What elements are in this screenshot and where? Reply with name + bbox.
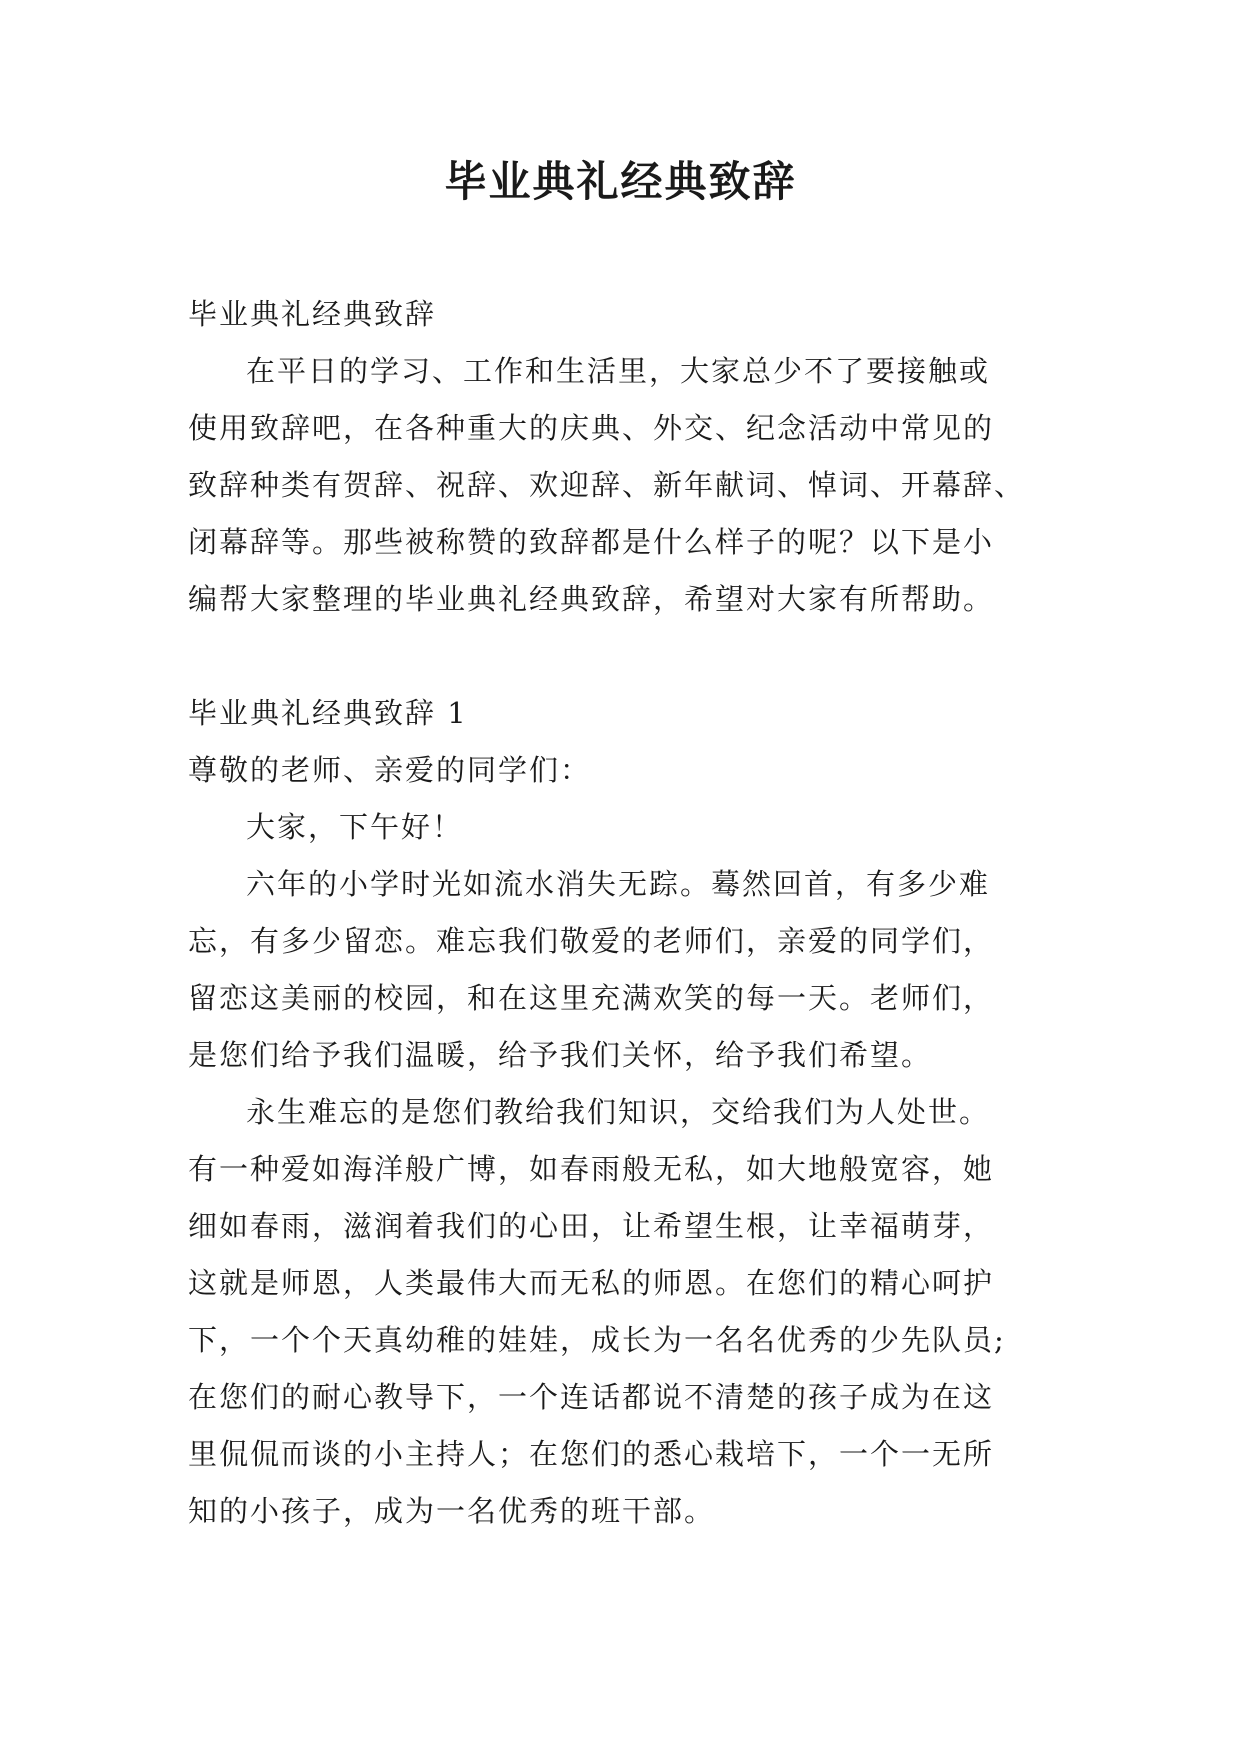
paragraph-line: 有一种爱如海洋般广博，如春雨般无私，如大地般宽容，她: [188, 1152, 995, 1186]
intro-line: 闭幕辞等。那些被称赞的致辞都是什么样子的呢？以下是小: [188, 525, 995, 559]
document-body: [188, 286, 1068, 1540]
paragraph-line: 永生难忘的是您们教给我们知识，交给我们为人处世。: [246, 1095, 991, 1129]
section-gap: [188, 628, 1068, 685]
intro-line: 使用致辞吧，在各种重大的庆典、外交、纪念活动中常见的: [188, 411, 995, 445]
paragraph-line: 这就是师恩，人类最伟大而无私的师恩。在您们的精心呵护: [188, 1266, 995, 1300]
greeting: 大家，下午好！: [246, 810, 464, 844]
salutation: 尊敬的老师、亲爱的同学们：: [188, 753, 592, 787]
paragraph-line: 留恋这美丽的校园，和在这里充满欢笑的每一天。老师们，: [188, 981, 995, 1015]
paragraph-2: [188, 1084, 1068, 1540]
paragraph-line: 下，一个个天真幼稚的娃娃，成长为一名名优秀的少先队员;: [188, 1323, 1006, 1357]
section-heading: 毕业典礼经典致辞 1: [188, 696, 468, 730]
paragraph-line: 是您们给予我们温暖，给予我们关怀，给予我们希望。: [188, 1038, 933, 1072]
paragraph-line: 里侃侃而谈的小主持人；在您们的悉心栽培下，一个一无所: [188, 1437, 995, 1471]
intro-line: 在平日的学习、工作和生活里，大家总少不了要接触或: [246, 354, 991, 388]
intro-paragraph: [188, 343, 1068, 628]
paragraph-1: [188, 856, 1068, 1084]
paragraph-line: 知的小孩子，成为一名优秀的班干部。: [188, 1494, 716, 1528]
subtitle: 毕业典礼经典致辞: [188, 297, 437, 331]
intro-line: 编帮大家整理的毕业典礼经典致辞，希望对大家有所帮助。: [188, 582, 995, 616]
intro-line: 致辞种类有贺辞、祝辞、欢迎辞、新年献词、悼词、开幕辞、: [188, 468, 1026, 502]
document-title: 毕业典礼经典致辞: [444, 157, 797, 206]
paragraph-line: 忘，有多少留恋。难忘我们敬爱的老师们，亲爱的同学们，: [188, 924, 995, 958]
paragraph-line: 细如春雨，滋润着我们的心田，让希望生根，让幸福萌芽，: [188, 1209, 995, 1243]
paragraph-line: 六年的小学时光如流水消失无踪。蓦然回首，有多少难: [246, 867, 991, 901]
paragraph-line: 在您们的耐心教导下，一个连话都说不清楚的孩子成为在这: [188, 1380, 995, 1414]
